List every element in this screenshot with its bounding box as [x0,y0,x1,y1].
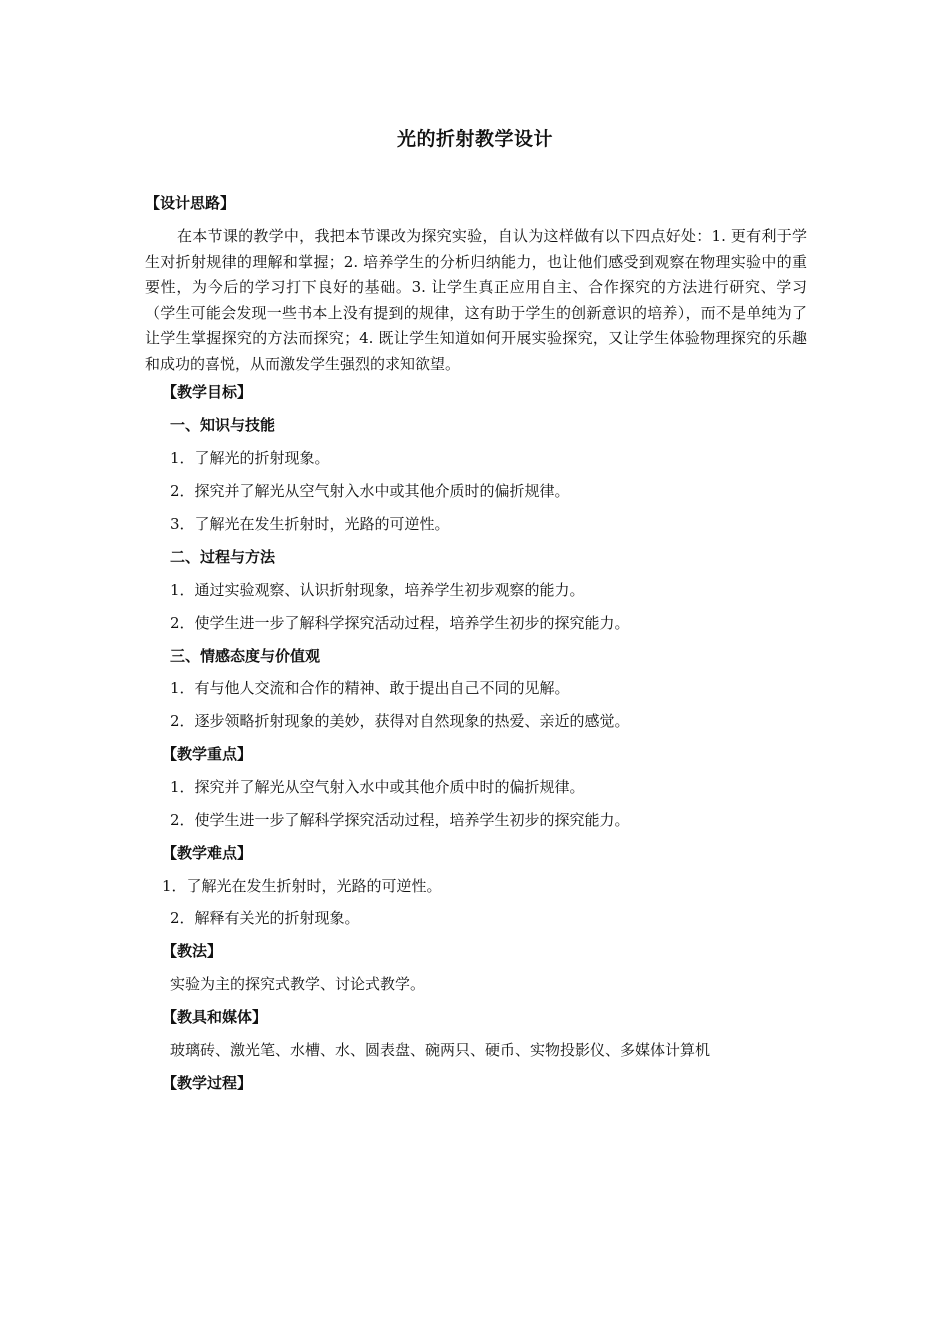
method-heading: 【教法】 [162,942,223,960]
difficulty-item: 1．了解光在发生折射时，光路的可逆性。 [162,877,442,895]
process-item: 2．使学生进一步了解科学探究活动过程，培养学生初步的探究能力。 [170,614,630,632]
process-heading: 二、过程与方法 [170,548,276,566]
process-teaching-heading: 【教学过程】 [162,1074,253,1092]
knowledge-item: 2．探究并了解光从空气射入水中或其他介质时的偏折规律。 [170,482,570,500]
emotion-heading: 三、情感态度与价值观 [170,647,321,665]
emotion-item: 1．有与他人交流和合作的精神、敢于提出自己不同的见解。 [170,679,570,697]
key-item: 1．探究并了解光从空气射入水中或其他介质中时的偏折规律。 [170,778,585,796]
design-heading: 【设计思路】 [145,194,236,212]
key-heading: 【教学重点】 [162,745,253,763]
knowledge-item: 1．了解光的折射现象。 [170,449,330,467]
process-item: 1．通过实验观察、认识折射现象，培养学生初步观察的能力。 [170,581,585,599]
goals-heading: 【教学目标】 [162,383,253,401]
key-item: 2．使学生进一步了解科学探究活动过程，培养学生初步的探究能力。 [170,811,630,829]
difficulty-item: 2．解释有关光的折射现象。 [170,909,360,927]
media-text: 玻璃砖、激光笔、水槽、水、圆表盘、碗两只、硬币、实物投影仪、多媒体计算机 [170,1041,711,1059]
knowledge-item: 3．了解光在发生折射时，光路的可逆性。 [170,515,450,533]
emotion-item: 2．逐步领略折射现象的美妙，获得对自然现象的热爱、亲近的感觉。 [170,712,630,730]
method-text: 实验为主的探究式教学、讨论式教学。 [170,975,426,993]
design-paragraph: 在本节课的教学中，我把本节课改为探究实验，自认为这样做有以下四点好处：1. 更有利于学生对折射规律的理解和掌握；2. 培养学生的分析归纳能力，也让他们感受到观察在物理实验中的重要性，为今后的学习打下良好的基础。3. 让学生真正应用自主、合作探究的方法进行研究、学习（学生可能会发现一些书本上没有提到的规律，这有助于学生的创新意识的培养），而不是单纯为了让学生掌握探究的方法而探究；4. 既让学生知道如何开展实验探究，又让学生体验物理探究的乐趣和成功的喜悦，从而激发学生强烈的求知欲望。 [145,227,807,373]
document-title: 光的折射教学设计 [396,128,553,150]
knowledge-heading: 一、知识与技能 [170,416,276,434]
media-heading: 【教具和媒体】 [162,1008,268,1026]
difficulty-heading: 【教学难点】 [162,844,253,862]
